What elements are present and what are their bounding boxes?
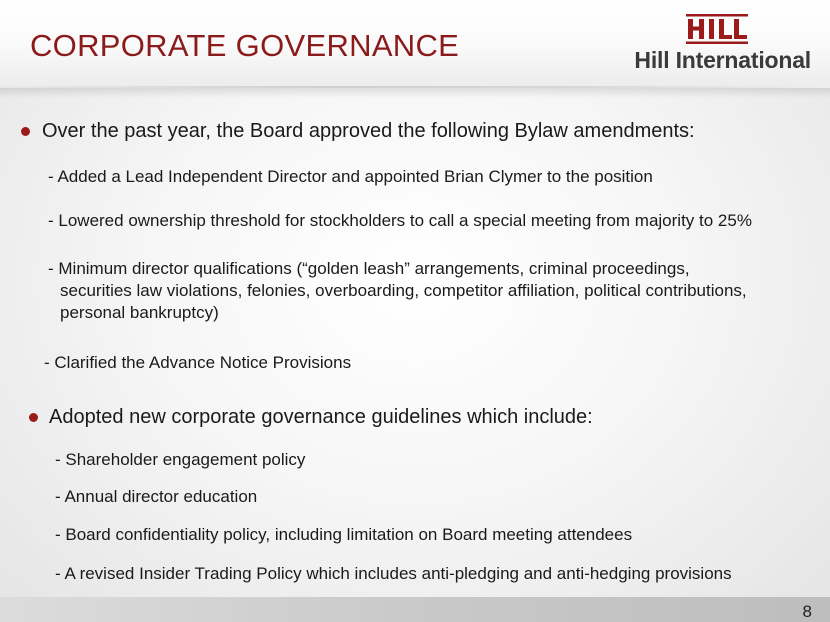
- sub-item: - Added a Lead Independent Director and appointed Brian Clymer to the position: [48, 167, 653, 186]
- page-number: 8: [802, 602, 812, 621]
- bullet-icon: [29, 413, 38, 422]
- sub-item: - A revised Insider Trading Policy which includes anti-pledging and anti-hedging provisions: [55, 564, 732, 583]
- sub-item-line: securities law violations, felonies, overboarding, competitor affiliation, political contributions,: [60, 281, 747, 300]
- sub-item-line: personal bankruptcy): [60, 303, 219, 322]
- logo-name: Hill International: [634, 47, 811, 73]
- bullet-heading: Adopted new corporate governance guidelines which include:: [49, 406, 593, 428]
- sub-item: - Board confidentiality policy, including limitation on Board meeting attendees: [55, 525, 633, 544]
- sub-item: - Lowered ownership threshold for stockholders to call a special meeting from majority to 25%: [48, 211, 752, 230]
- bullet-heading: Over the past year, the Board approved the following Bylaw amendments:: [42, 120, 695, 142]
- bullet-icon: [21, 127, 30, 136]
- slide-title: CORPORATE GOVERNANCE: [30, 28, 460, 63]
- sub-item: - Clarified the Advance Notice Provisions: [44, 353, 352, 372]
- sub-item: - Shareholder engagement policy: [55, 450, 306, 469]
- footer-bar: [0, 597, 830, 622]
- sub-item-line: - Minimum director qualifications (“golden leash” arrangements, criminal proceedings,: [48, 259, 690, 278]
- sub-item-multiline: [48, 259, 747, 325]
- sub-item: - Annual director education: [55, 487, 258, 506]
